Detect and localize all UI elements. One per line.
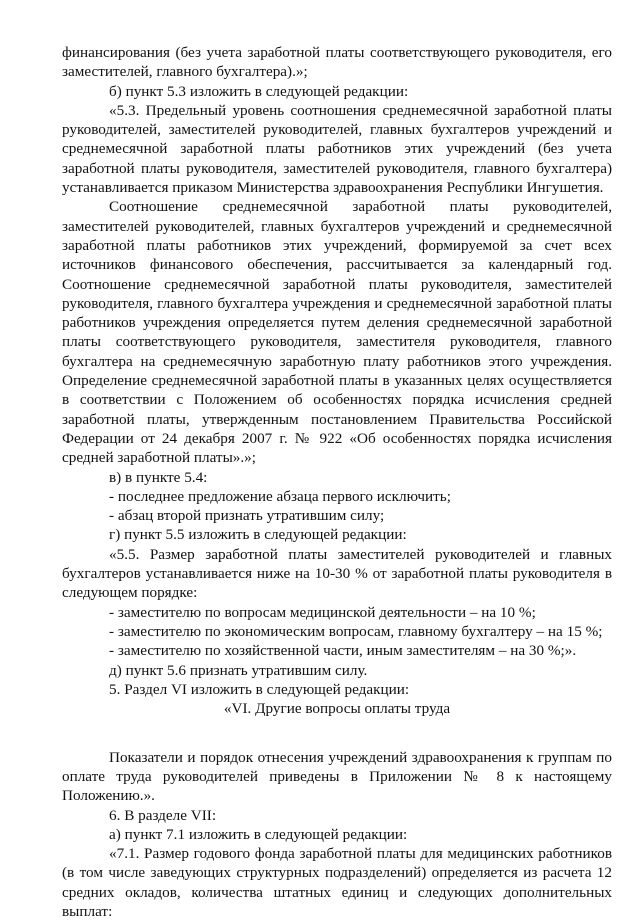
paragraph — [62, 197, 612, 467]
paragraph — [62, 806, 612, 825]
paragraph — [62, 487, 612, 506]
text-line: «5.5. Размер заработной платы заместителей руководителей и главных — [109, 545, 612, 563]
paragraph — [62, 525, 612, 544]
paragraph — [62, 603, 612, 622]
paragraph — [62, 506, 612, 525]
text-line: 6. В разделе VII: — [109, 806, 217, 824]
text-line: средней заработной платы».»; — [62, 449, 256, 467]
text-line: - заместителю по хозяйственной части, иным заместителям – на 30 %;». — [109, 642, 577, 660]
text-line: следующем порядке: — [62, 584, 198, 602]
paragraph — [62, 680, 612, 699]
text-line: выплат: — [62, 903, 113, 921]
document-body-part2 — [62, 748, 612, 921]
text-line: - последнее предложение абзаца первого исключить; — [109, 487, 451, 505]
text-line: - заместителю по вопросам медицинской деятельности – на 10 %; — [109, 603, 536, 621]
text-line: - заместителю по экономическим вопросам, главному бухгалтеру – на 15 %; — [109, 622, 603, 640]
paragraph — [62, 43, 612, 82]
paragraph — [62, 468, 612, 487]
paragraph — [62, 545, 612, 603]
text-line: работников учреждения определяется путем деления среднемесячной заработной — [62, 314, 612, 332]
section-heading: «VI. Другие вопросы оплаты труда — [223, 700, 451, 718]
text-line: руководителя, главного бухгалтера учреждения и среднемесячной заработной платы — [62, 294, 612, 312]
text-line: в) в пункте 5.4: — [109, 468, 208, 486]
text-line: среднемесячной заработной платы работников этих учреждений (без учета — [62, 140, 612, 158]
text-line: платы соответствующего руководителя, заместителя руководителя, главного — [62, 333, 612, 351]
paragraph — [62, 101, 612, 197]
text-line: Соотношение среднемесячной заработной платы руководителей, — [109, 198, 612, 216]
paragraph — [62, 641, 612, 660]
paragraph — [62, 661, 612, 680]
text-line: Показатели и порядок отнесения учреждений здравоохранения к группам по — [109, 748, 612, 766]
text-line: заработной платы, утвержденным постановлением Правительства Российской — [62, 410, 612, 428]
blank-line — [62, 738, 612, 748]
text-line: а) пункт 7.1 изложить в следующей редакции: — [109, 825, 408, 843]
document-body-part1 — [62, 43, 612, 699]
text-line: заместителей, главного бухгалтера).»; — [62, 63, 308, 81]
text-line: финансирования (без учета заработной платы соответствующего руководителя, его — [62, 44, 612, 61]
text-line: Положению.». — [62, 787, 155, 805]
text-line: заработной платы руководителя, заместителей руководителя, главного бухгалтера) — [62, 159, 612, 177]
paragraph — [62, 825, 612, 844]
text-line: источников финансового обеспечения, рассчитывается за календарный год. — [62, 256, 612, 274]
text-line: б) пункт 5.3 изложить в следующей редакции: — [109, 82, 409, 100]
text-line: (в том числе заведующих структурных подразделений) определяется из расчета 12 — [62, 864, 612, 882]
blank-line — [62, 718, 612, 737]
text-line: Соотношение среднемесячной заработной платы руководителя, заместителей — [62, 275, 612, 293]
text-line: «7.1. Размер годового фонда заработной платы для медицинских работников — [109, 845, 612, 863]
text-line: руководителей, заместителей руководителей, главных бухгалтеров учреждений и — [62, 121, 612, 139]
text-line: в соответствии с Положением об особенностях порядка исчисления средней — [62, 391, 612, 409]
text-line: Федерации от 24 декабря 2007 г. № 922 «Об особенностях порядка исчисления — [62, 429, 612, 447]
text-line: 5. Раздел VI изложить в следующей редакции: — [109, 680, 410, 698]
text-line: бухгалтера на среднемесячную заработную плату работников этого учреждения. — [62, 352, 612, 370]
text-line: «5.3. Предельный уровень соотношения среднемесячной заработной платы — [109, 101, 612, 119]
text-line: - абзац второй признать утратившим силу; — [109, 507, 385, 525]
text-line: заработной платы работников этих учреждений, формируемой за счет всех — [62, 236, 612, 254]
text-line: устанавливается приказом Министерства здравоохранения Республики Ингушетия. — [62, 179, 604, 197]
text-line: средних окладов, количества штатных единиц и следующих дополнительных — [62, 883, 612, 901]
text-line: д) пункт 5.6 признать утратившим силу. — [109, 661, 368, 679]
text-line: заместителей руководителей, главных бухгалтеров учреждений и среднемесячной — [62, 217, 612, 235]
text-line: г) пункт 5.5 изложить в следующей редакции: — [109, 526, 407, 544]
paragraph — [62, 748, 612, 806]
paragraph — [62, 82, 612, 101]
paragraph — [62, 622, 612, 641]
text-line: бухгалтеров устанавливается ниже на 10-30 % от заработной платы руководителя в — [62, 565, 612, 583]
text-line: Определение среднемесячной заработной платы в указанных целях осуществляется — [62, 372, 612, 390]
paragraph — [62, 844, 612, 921]
text-line: оплате труда руководителей приведены в Приложении № 8 к настоящему — [62, 767, 612, 785]
